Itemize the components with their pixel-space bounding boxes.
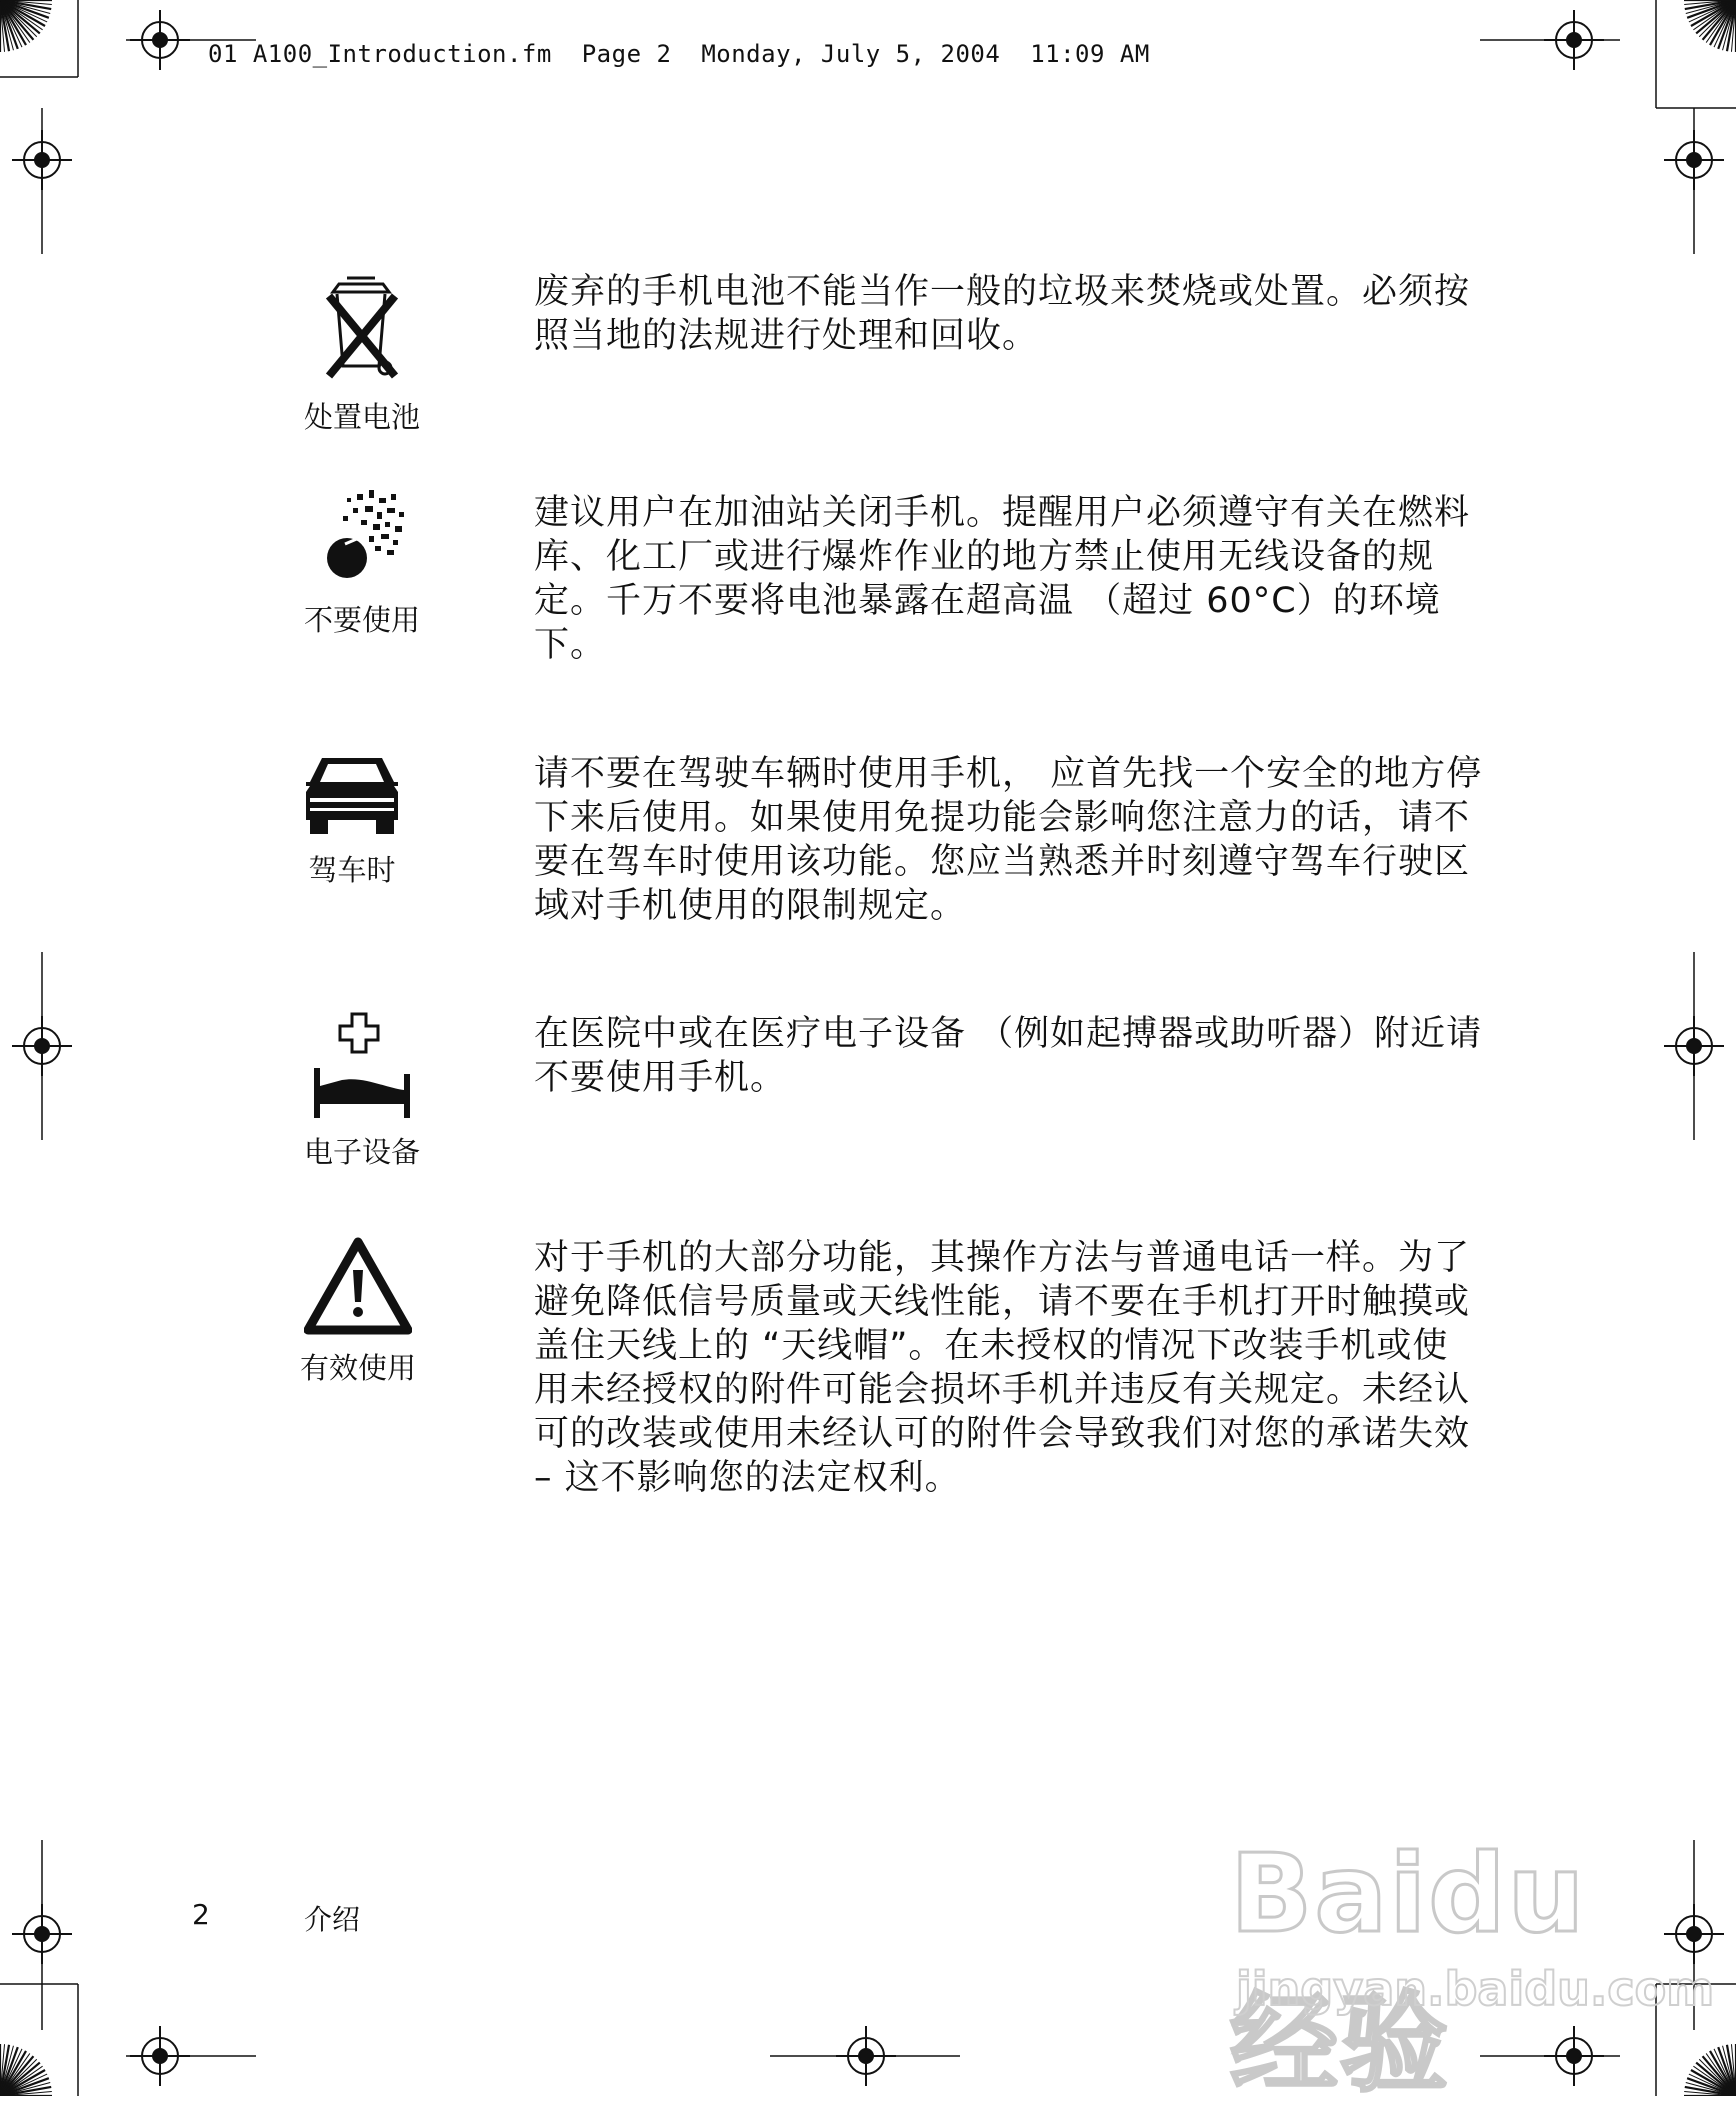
starburst-icon [1684,2044,1736,2096]
crossed-out-bin-icon [317,270,407,385]
print-job-header: 01 A100_Introduction.fm Page 2 Monday, July 5, 2004 11:09 AM [208,40,1150,68]
paragraph-electronic-devices: 在医院中或在医疗电子设备 （例如起搏器或助听器）附近请不要使用手机。 [534,1014,1483,1098]
starburst-icon [0,2044,52,2096]
paragraph-driving: 请不要在驾驶车辆时使用手机， 应首先找一个安全的地方停下来后使用。如果使用免提功能会影响您注意力的话，请不要在驾车时使用该功能。您应当熟悉并时刻遵守驾车行驶区域对手机使用的限制规定。 [534,754,1483,926]
caption-battery-disposal: 处置电池 [303,400,420,434]
paragraph-do-not-use: 建议用户在加油站关闭手机。提醒用户必须遵守有关在燃料库、化工厂或进行爆炸作业的地方禁止使用无线设备的规定。千万不要将电池暴露在超高温 （超过 60°C）的环境下。 [534,493,1471,665]
watermark-url: jingyan.baidu.com [1236,1962,1715,2016]
starburst-icon [1684,0,1736,52]
paragraph-battery-disposal: 废弃的手机电池不能当作一般的垃圾来焚烧或处置。必须按照当地的法规进行处理和回收。 [534,272,1471,356]
caption-driving: 驾车时 [308,853,396,887]
icon-caption-group [280,488,444,639]
car-icon [300,752,404,838]
paragraph-efficient-use: 对于手机的大部分功能，其操作方法与普通电话一样。为了避免降低信号质量或天线性能，请不要在手机打开时触摸或盖住天线上的 “天线帽”。在未授权的情况下改装手机或使用未经授权的附件可能会损坏手机并违反有关规定。未经认可的改装或使用未经认可的附件会导致我们对您的承诺失效 – 这不影响您的法定权利。 [534,1238,1471,1498]
icon-caption-group [280,1012,444,1171]
baidu-watermark [1230,1812,1715,2107]
watermark-logo: Baidu经验 [1230,1832,1587,2107]
starburst-icon [0,0,52,52]
icon-caption-group [280,270,444,436]
icon-caption-group [270,752,434,889]
explosion-icon [317,488,407,588]
caption-electronic-devices: 电子设备 [303,1135,420,1169]
caption-do-not-use: 不要使用 [303,603,420,637]
section-title: 介绍 [304,1903,361,1936]
caption-efficient-use: 有效使用 [299,1351,416,1385]
warning-triangle-icon [304,1236,412,1336]
icon-caption-group [276,1236,440,1387]
page-number: 2 [192,1898,210,1931]
hospital-bed-icon [310,1012,414,1120]
